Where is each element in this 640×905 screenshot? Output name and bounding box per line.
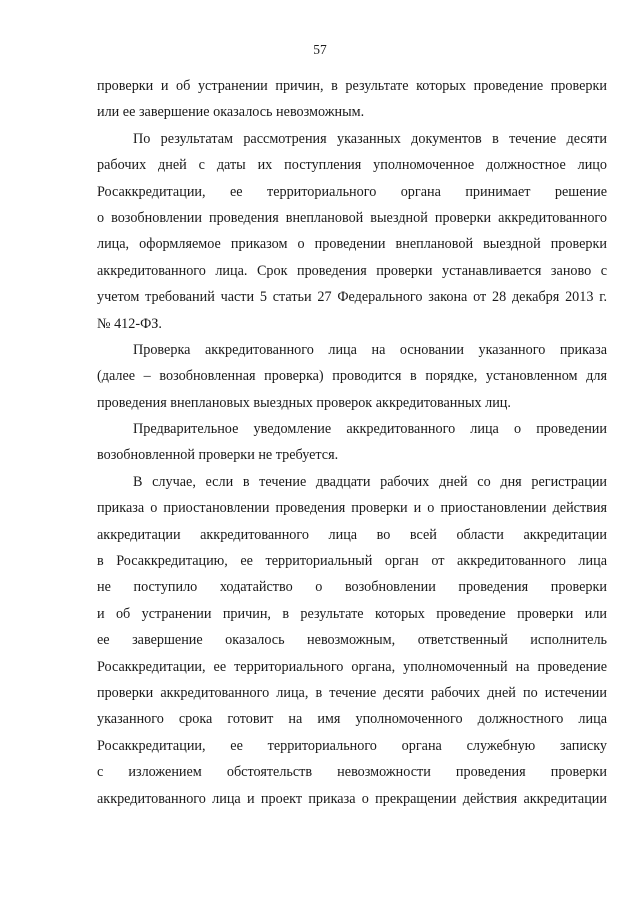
text-line: приказа о приостановлении проведения проверки и о приостановлении действия: [97, 500, 607, 517]
text-line: ее завершение оказалось невозможным, ответственный исполнитель: [97, 632, 607, 649]
paragraph-prior-notice: [97, 416, 607, 469]
text-line: проверки и об устранении причин, в результате которых проведение проверки: [97, 78, 607, 94]
text-line: учетом требований части 5 статьи 27 Федерального закона от 28 декабря 2013 г.: [97, 289, 607, 306]
text-line: Росаккредитации, ее территориального органа служебную записку: [97, 737, 607, 754]
page-number: 57: [313, 42, 327, 57]
text-line: Росаккредитации, ее территориального органа принимает решение: [97, 183, 607, 200]
text-line: аккредитованного лица. Срок проведения проверки устанавливается заново с: [97, 262, 607, 279]
text-line: указанного срока готовит на имя уполномоченного должностного лица: [97, 711, 607, 728]
text-line: не поступило ходатайство о возобновлении проведения проверки: [97, 579, 607, 596]
text-line: в Росаккредитацию, ее территориальный орган от аккредитованного лица: [97, 553, 607, 570]
paragraph-review-results: [97, 126, 607, 337]
text-line: о возобновлении проведения внеплановой выездной проверки аккредитованного: [97, 209, 607, 226]
text-line: № 412-ФЗ.: [97, 315, 162, 332]
text-line: Росаккредитации, ее территориального органа, уполномоченный на проведение: [97, 658, 607, 675]
text-line: Проверка аккредитованного лица на основании указанного приказа: [133, 341, 607, 358]
document-body: [97, 73, 607, 812]
text-line: проверки аккредитованного лица, в течение десяти рабочих дней по истечении: [97, 684, 607, 701]
text-line: Предварительное уведомление аккредитованного лица о проведении: [133, 421, 607, 438]
text-line: или ее завершение оказалось невозможным.: [97, 104, 365, 121]
text-line: и об устранении причин, в результате которых проведение проверки или: [97, 605, 607, 622]
paragraph-twenty-days: [97, 469, 607, 812]
text-line: В случае, если в течение двадцати рабочих дней со дня регистрации: [133, 473, 607, 490]
text-line: аккредитации аккредитованного лица во всей области аккредитации: [97, 526, 607, 543]
text-line: лица, оформляемое приказом о проведении внеплановой выездной проверки: [97, 236, 607, 253]
text-line: По результатам рассмотрения указанных документов в течение десяти: [133, 130, 607, 147]
paragraph-resumed-inspection: [97, 337, 607, 416]
text-line: с изложением обстоятельств невозможности проведения проверки: [97, 764, 607, 781]
text-line: возобновленной проверки не требуется.: [97, 447, 339, 464]
text-line: рабочих дней с даты их поступления уполномоченное должностное лицо: [97, 157, 607, 174]
text-line: (далее – возобновленная проверка) проводится в порядке, установленном для: [97, 368, 607, 385]
text-line: проведения внеплановых выездных проверок аккредитованных лиц.: [97, 394, 511, 411]
text-line: аккредитованного лица и проект приказа о прекращении действия аккредитации: [97, 790, 607, 807]
paragraph-continuation: [97, 73, 607, 126]
